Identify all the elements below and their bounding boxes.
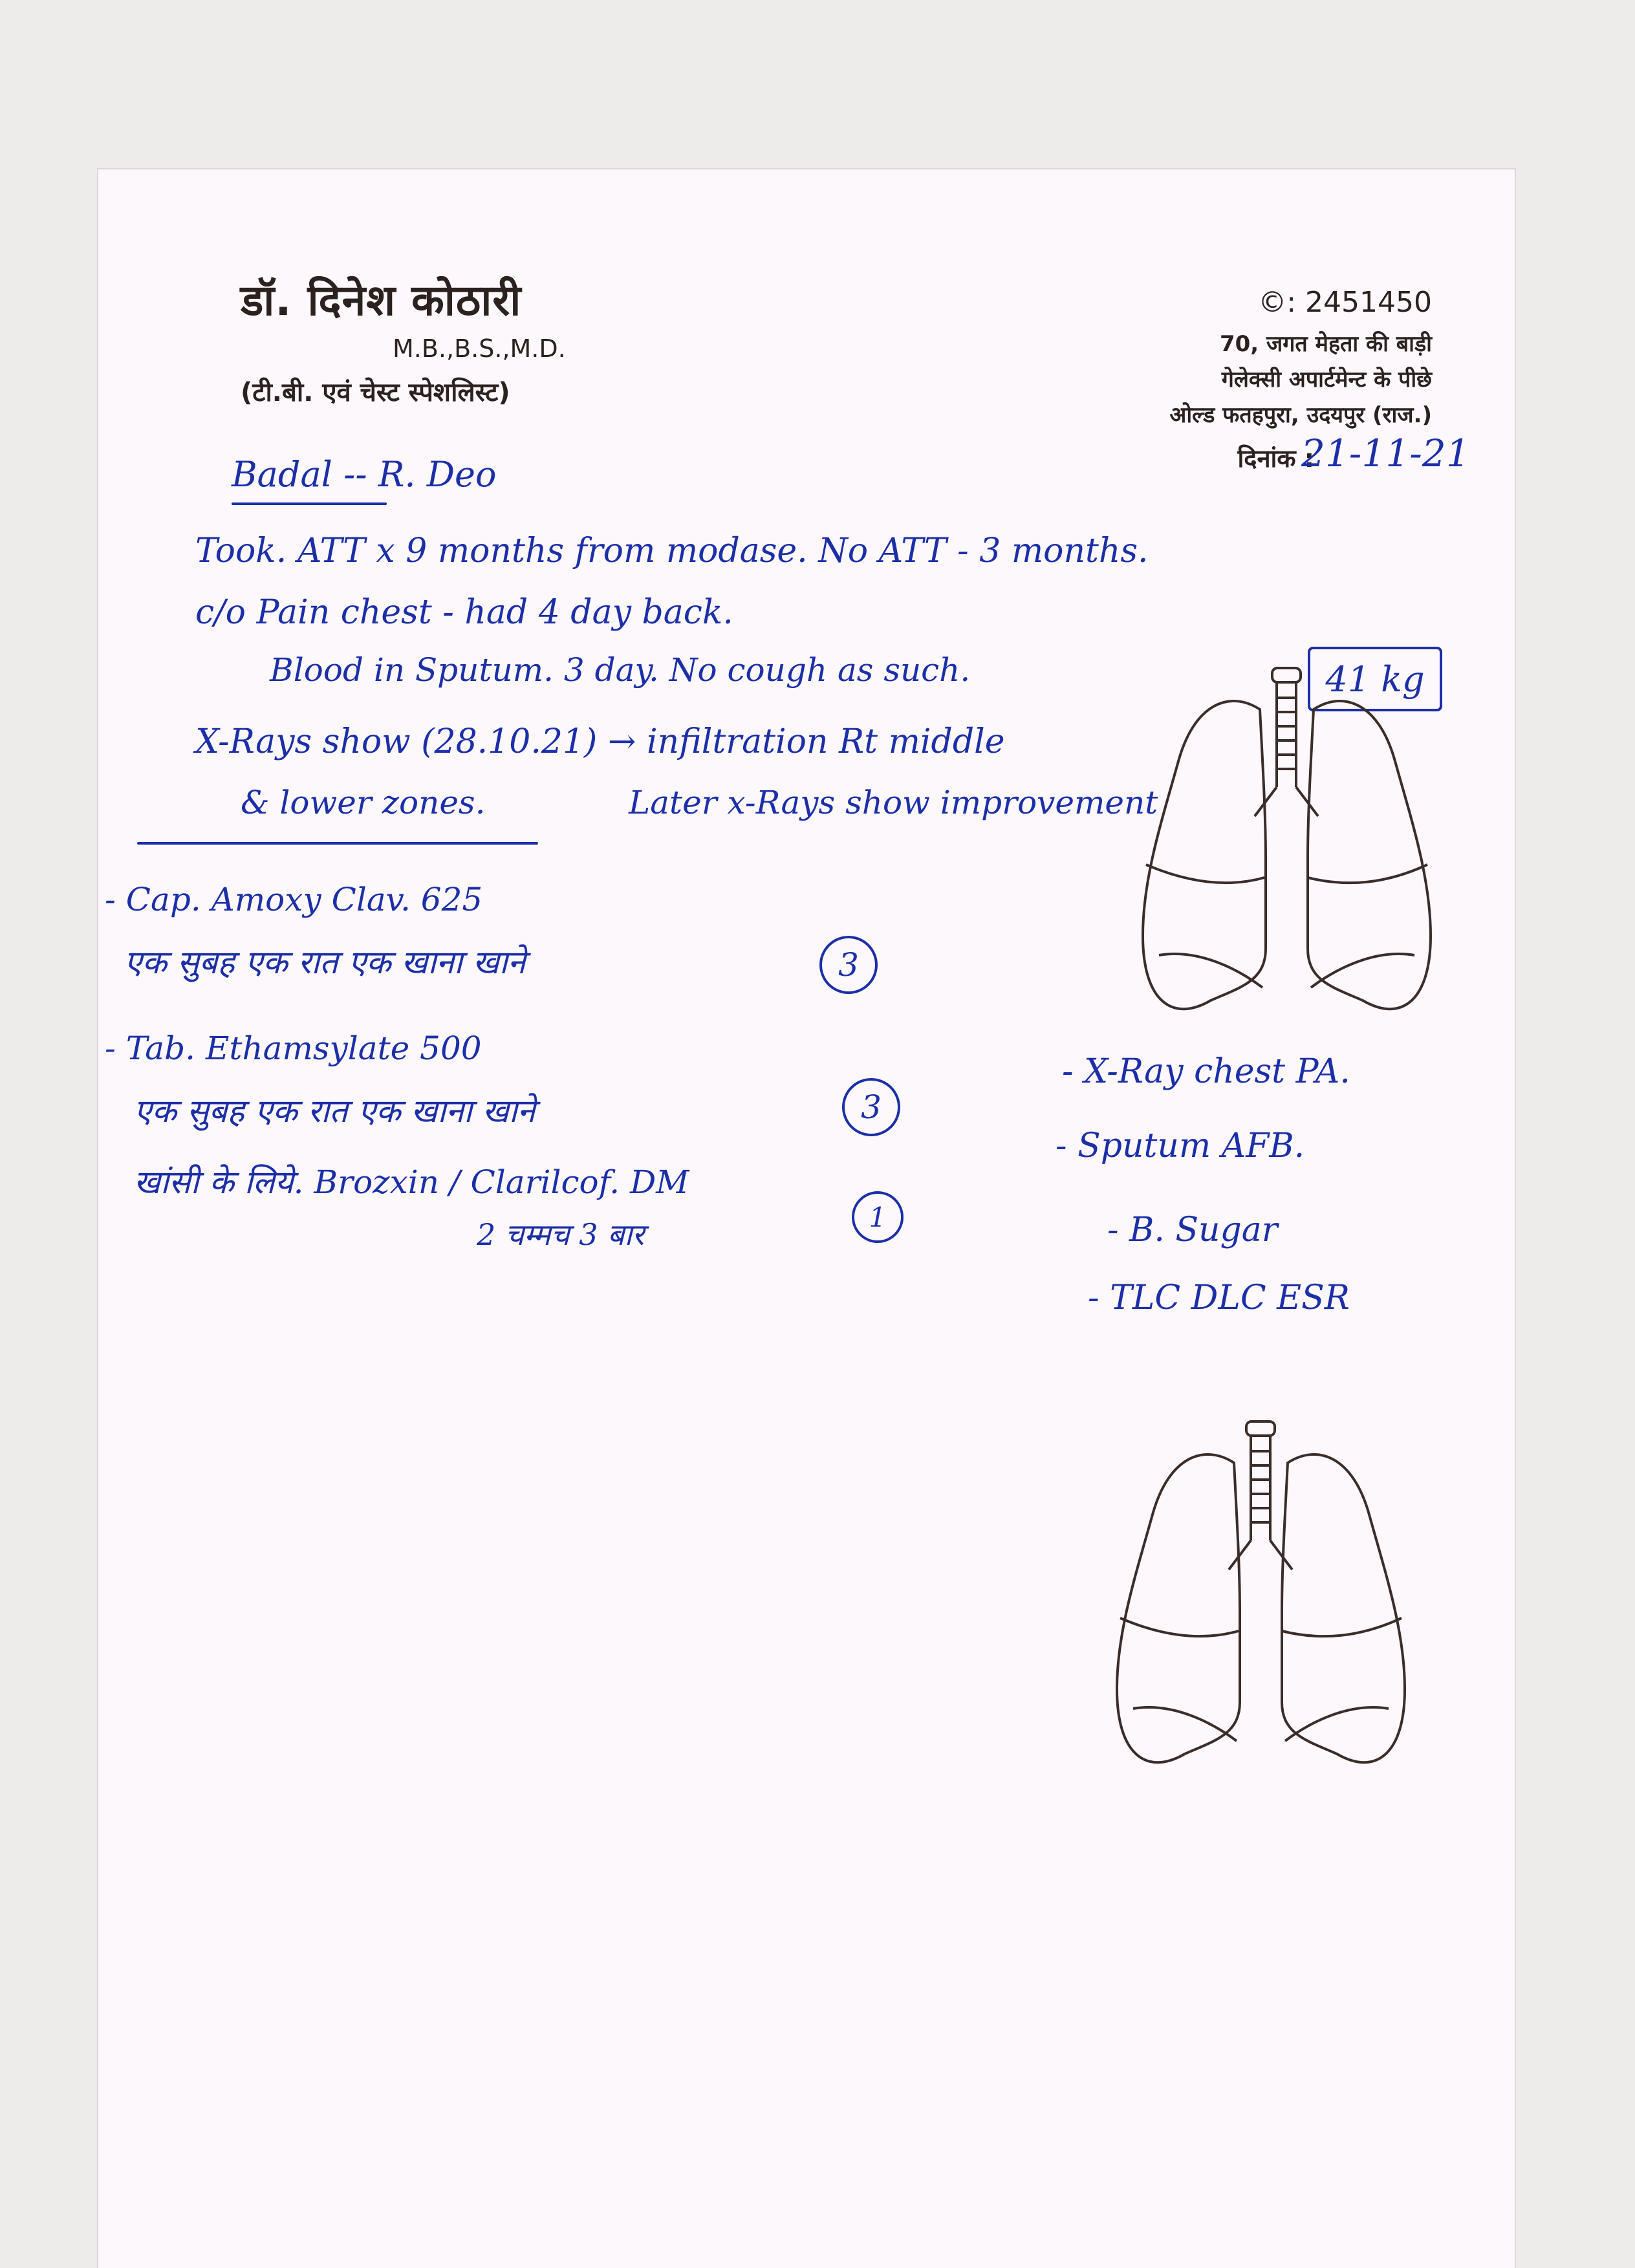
- investigation-item: - Sputum AFB.: [1056, 1127, 1305, 1165]
- history-line: & lower zones.: [241, 784, 486, 821]
- doctor-name: डॉ. दिनेश कोठारी: [241, 275, 522, 325]
- date-label: दिनांक :: [1237, 444, 1314, 473]
- prescription-sheet: [98, 169, 1515, 2268]
- history-line: Later x-Rays show improvement: [629, 784, 1158, 821]
- history-line: c/o Pain chest - had 4 day back.: [195, 593, 733, 632]
- medication-line: - Tab. Ethamsylate 500: [105, 1030, 482, 1067]
- doctor-degree: M.B.,B.S.,M.D.: [393, 334, 566, 363]
- date-value: 21-11-21: [1301, 431, 1470, 475]
- medication-line: खांसी के लिये. Brozxin / Clarilcof. DM: [134, 1163, 689, 1201]
- weight-box: 41 kg: [1308, 647, 1442, 711]
- patient-name: Badal -- R. Deo: [232, 454, 497, 495]
- address-line-2: गेलेक्सी अपार्टमेन्ट के पीछे: [1221, 367, 1432, 393]
- investigation-item: - X-Ray chest PA.: [1062, 1052, 1350, 1091]
- history-line: Took. ATT x 9 months from modase. No ATT - 3 months.: [195, 532, 1149, 570]
- patient-underline: [232, 502, 387, 505]
- medication-dosage: 2 चम्मच 3 बार: [477, 1217, 645, 1252]
- history-line: X-Rays show (28.10.21) → infiltration Rt middle: [195, 722, 1005, 761]
- section-divider: [137, 842, 538, 845]
- phone-number: ©: 2451450: [1258, 286, 1432, 319]
- investigation-item: - TLC DLC ESR: [1088, 1279, 1350, 1317]
- address-line-1: 70, जगत मेहता की बाड़ी: [1219, 331, 1432, 357]
- medication-dosage: एक सुबह एक रात एक खाना खाने: [124, 944, 526, 981]
- medication-quantity: 3: [819, 936, 878, 994]
- history-line: Blood in Sputum. 3 day. No cough as such.: [270, 651, 971, 689]
- doctor-specialty: (टी.बी. एवं चेस्ट स्पेशलिस्ट): [241, 378, 510, 407]
- medication-dosage: एक सुबह एक रात एक खाना खाने: [134, 1092, 536, 1130]
- medication-quantity: 1: [852, 1191, 904, 1243]
- lungs-diagram-icon: [1107, 1418, 1414, 1786]
- medication-line: - Cap. Amoxy Clav. 625: [105, 881, 483, 918]
- medication-quantity: 3: [842, 1078, 900, 1136]
- address-line-3: ओल्ड फतहपुरा, उदयपुर (राज.): [1169, 402, 1432, 428]
- lungs-diagram-icon: [1133, 664, 1440, 1033]
- investigation-item: - B. Sugar: [1107, 1211, 1278, 1249]
